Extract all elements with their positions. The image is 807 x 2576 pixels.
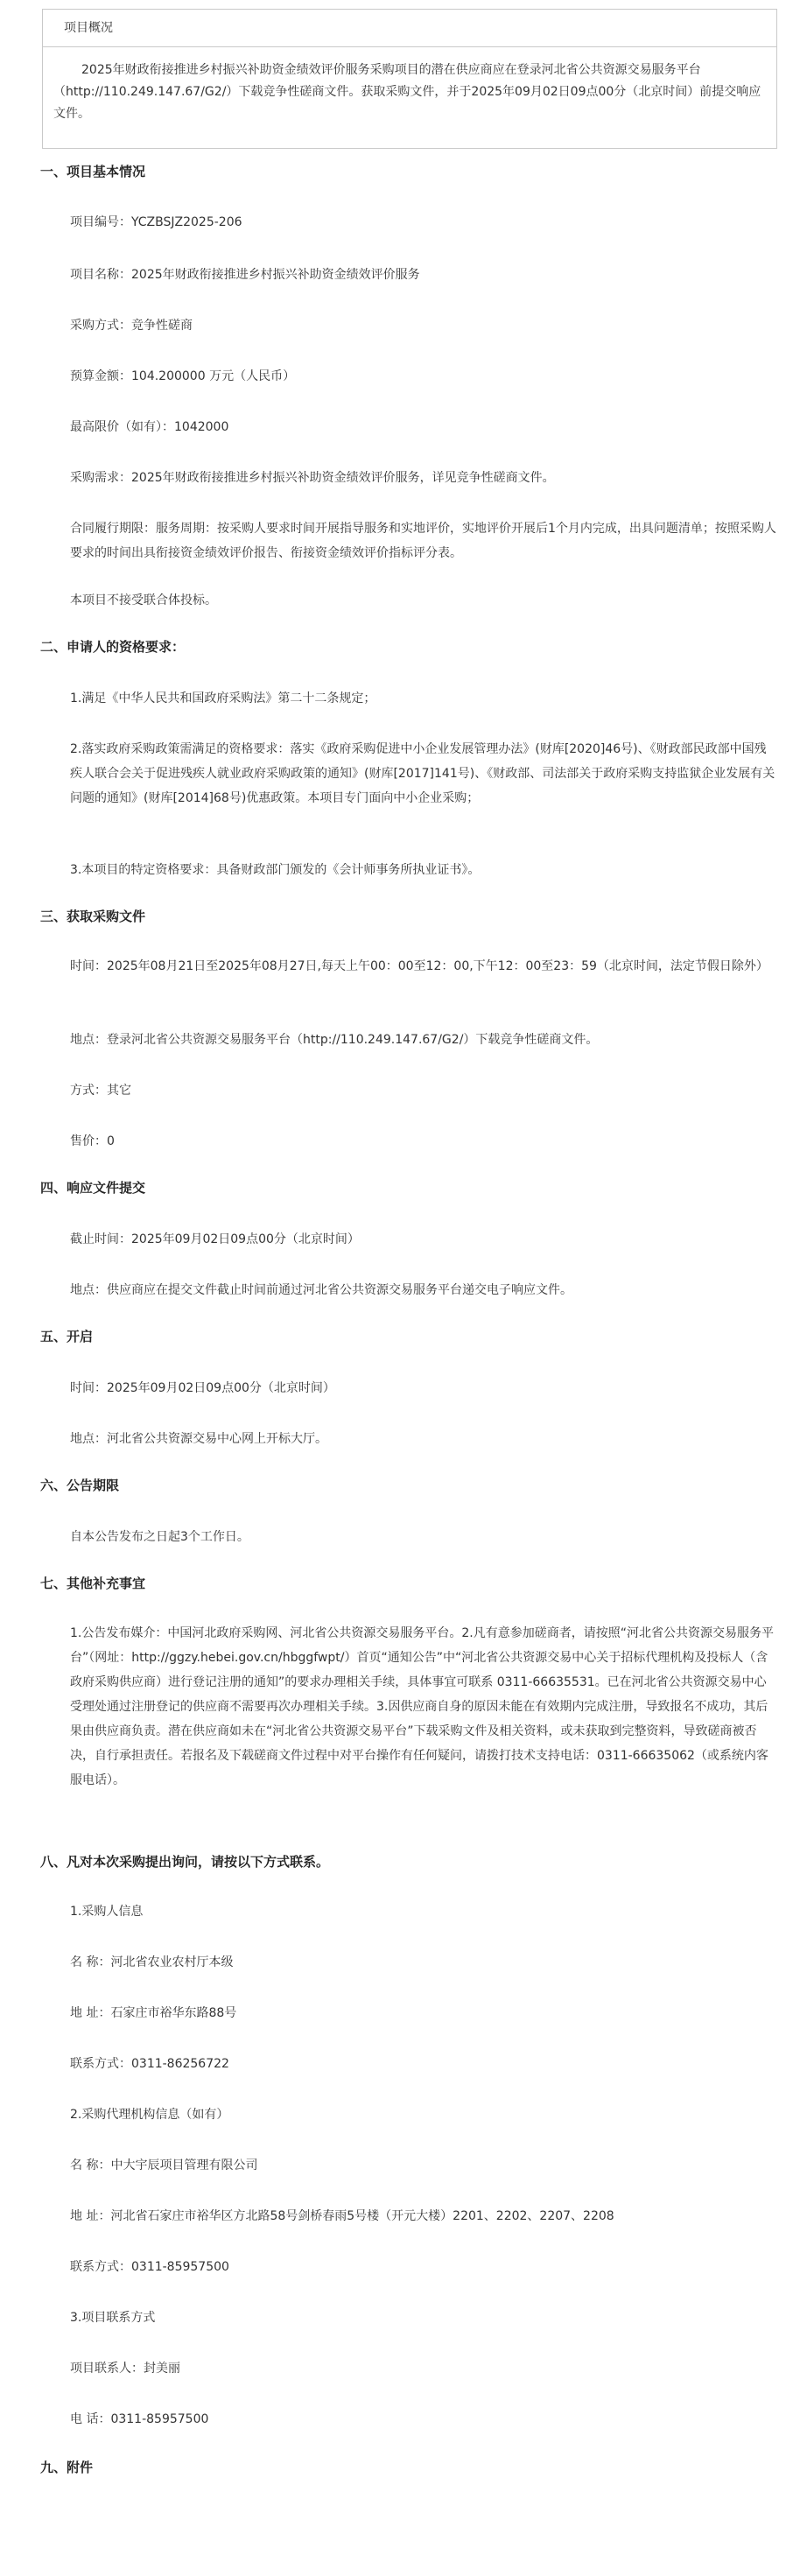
submission-location: 地点：供应商应在提交文件截止时间前通过河北省公共资源交易服务平台递交电子响应文件。 bbox=[70, 1283, 572, 1297]
purchaser-info-label: 1.采购人信息 bbox=[70, 1905, 144, 1919]
notice-period-text: 自本公告发布之日起3个工作日。 bbox=[70, 1530, 249, 1544]
section-heading-other-matters: 七、其他补充事宜 bbox=[40, 1576, 146, 1591]
budget-amount: 预算金额：104.200000 万元（人民币） bbox=[70, 369, 296, 383]
qualification-2: 2.落实政府采购政策需满足的资格要求：落实《政府采购促进中小企业发展管理办法》(财库[2020]46号)、《财政部民政部中国残疾人联合会关于促进残疾人就业政府采购政策的通知》(财库[2017]141号)、《财政部、司法部关于政府采购支持监狱企业发展有关问题的通知》(财库[2014]68号)优惠政策。本项目专门面向中小企业采购； bbox=[70, 742, 775, 805]
qualification-3: 3.本项目的特定资格要求：具备财政部门颁发的《会计师事务所执业证书》。 bbox=[70, 863, 481, 877]
purchaser-contact: 联系方式：0311-86256722 bbox=[70, 2057, 229, 2071]
submission-deadline: 截止时间：2025年09月02日09点00分（北京时间） bbox=[70, 1232, 360, 1246]
section-heading-opening: 五、开启 bbox=[40, 1329, 94, 1344]
no-consortium: 本项目不接受联合体投标。 bbox=[70, 593, 217, 607]
overview-title: 项目概况 bbox=[43, 10, 776, 47]
project-contact-phone: 电 话：0311-85957500 bbox=[70, 2412, 209, 2426]
overview-text: 2025年财政衔接推进乡村振兴补助资金绩效评价服务采购项目的潜在供应商应在登录河北省公共资源交易服务平台（http://110.249.147.67/G2/）下载竞争性磋商文件。获取采购文件，并于2025年09月02日09点00分（北京时间）前提交响应文件。 bbox=[53, 63, 761, 121]
other-matters-text: 1.公告发布媒介：中国河北政府采购网、河北省公共资源交易服务平台。2.凡有意参加磋商者，请按照“河北省公共资源交易服务平台”（网址：http://ggzy.hebei.gov.cn/hbggfwpt/）首页“通知公告”中“河北省公共资源交易中心关于招标代理机构及投标人（含政府采购供应商）进行登记注册的通知”的要求办理相关手续，具体事宜可联系 0311-66635531。已在河北省公共资源交易中心受理处通过注册登记的供应商不需要再次办理相关手续。3.因供应商自身的原因未能在有效期内完成注册，导致报名不成功，其后果由供应商负责。潜在供应商如未在“河北省公共资源交易平台”下载采购文件及相关资料，或未获取到完整资料，导致磋商被否决，自行承担责任。若报名及下载磋商文件过程中对平台操作有任何疑问，请拨打技术支持电话：0311-66635062（或系统内客服电话）。 bbox=[70, 1626, 774, 1787]
opening-location: 地点：河北省公共资源交易中心网上开标大厅。 bbox=[70, 1432, 327, 1446]
obtain-location: 地点：登录河北省公共资源交易服务平台（http://110.249.147.67/G2/）下载竞争性磋商文件。 bbox=[70, 1033, 599, 1047]
obtain-price: 售价：0 bbox=[70, 1134, 115, 1148]
project-contact-person: 项目联系人：封美丽 bbox=[70, 2362, 180, 2376]
project-contact-label: 3.项目联系方式 bbox=[70, 2311, 156, 2325]
section-heading-submission: 四、响应文件提交 bbox=[40, 1180, 146, 1196]
agency-address: 地 址：河北省石家庄市裕华区方北路58号剑桥春雨5号楼（开元大楼）2201、2202、2207、2208 bbox=[70, 2209, 614, 2223]
section-heading-attachments: 九、附件 bbox=[40, 2460, 94, 2475]
purchaser-address: 地 址：石家庄市裕华东路88号 bbox=[70, 2006, 237, 2020]
section-heading-contact: 八、凡对本次采购提出询问，请按以下方式联系。 bbox=[40, 1854, 330, 1870]
purchaser-name: 名 称：河北省农业农村厅本级 bbox=[70, 1955, 234, 1969]
procurement-method: 采购方式：竞争性磋商 bbox=[70, 319, 193, 333]
section-heading-notice-period: 六、公告期限 bbox=[40, 1478, 120, 1493]
obtain-time: 时间：2025年08月21日至2025年08月27日,每天上午00：00至12：00,下午12：00至23：59（北京时间，法定节假日除外） bbox=[70, 959, 768, 973]
section-heading-obtain-docs: 三、获取采购文件 bbox=[40, 909, 146, 924]
overview-box bbox=[42, 9, 777, 149]
section-heading-basic-info: 一、项目基本情况 bbox=[40, 164, 146, 179]
section-heading-qualifications: 二、申请人的资格要求： bbox=[40, 639, 186, 655]
agency-info-label: 2.采购代理机构信息（如有） bbox=[70, 2108, 229, 2122]
obtain-method: 方式：其它 bbox=[70, 1084, 131, 1098]
agency-name: 名 称：中大宇辰项目管理有限公司 bbox=[70, 2158, 258, 2172]
opening-time: 时间：2025年09月02日09点00分（北京时间） bbox=[70, 1381, 335, 1395]
procurement-demand: 采购需求：2025年财政衔接推进乡村振兴补助资金绩效评价服务，详见竞争性磋商文件。 bbox=[70, 471, 555, 485]
agency-contact: 联系方式：0311-85957500 bbox=[70, 2260, 229, 2274]
project-number: 项目编号：YCZBSJZ2025-206 bbox=[70, 215, 242, 229]
contract-period: 合同履行期限：服务周期：按采购人要求时间开展指导服务和实地评价，实地评价开展后1个月内完成，出具问题清单；按照采购人要求的时间出具衔接资金绩效评价报告、衔接资金绩效评价指标评分表。 bbox=[70, 522, 776, 560]
max-price: 最高限价（如有）：1042000 bbox=[70, 420, 229, 434]
qualification-1: 1.满足《中华人民共和国政府采购法》第二十二条规定； bbox=[70, 691, 376, 705]
project-name: 项目名称：2025年财政衔接推进乡村振兴补助资金绩效评价服务 bbox=[70, 268, 420, 282]
